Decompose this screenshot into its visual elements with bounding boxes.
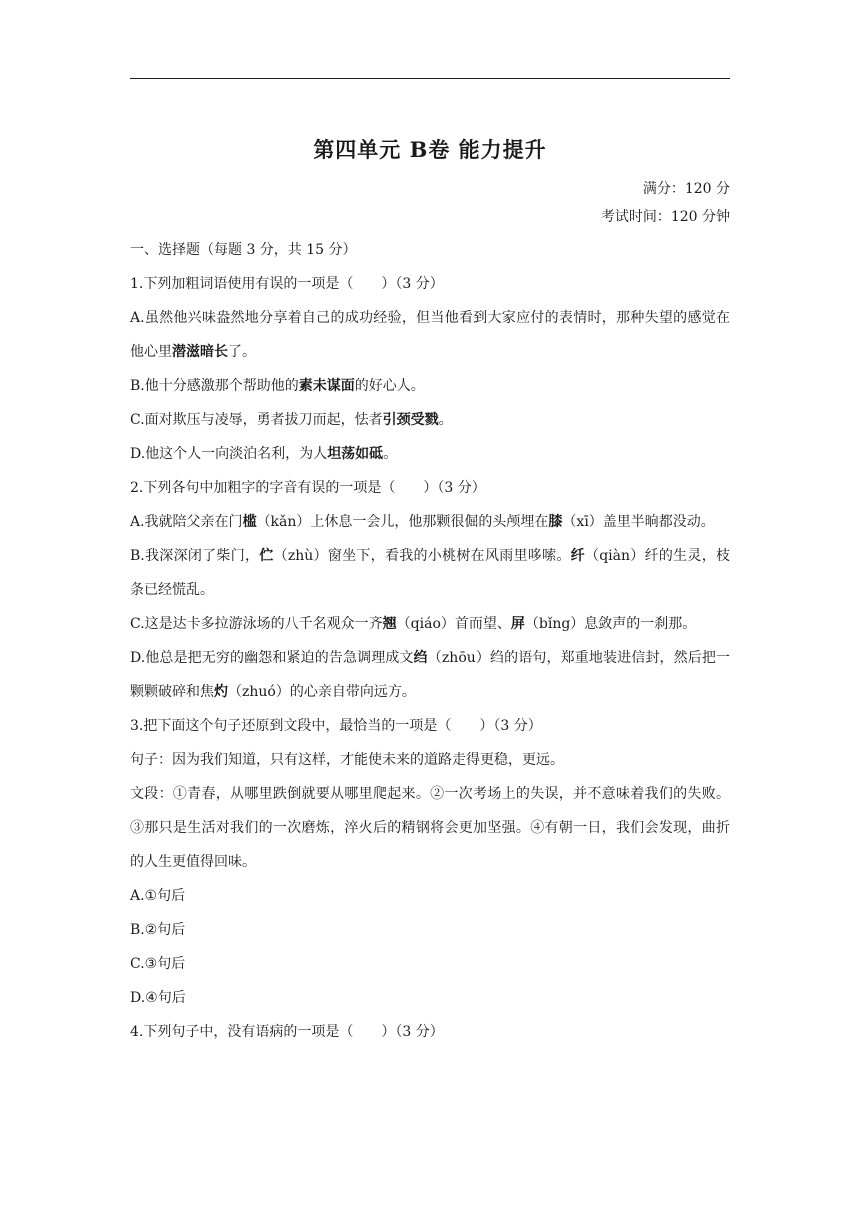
q1-option-c: C.面对欺压与凌辱，勇者拔刀而起，怯者引颈受戮。 bbox=[130, 412, 453, 428]
q2-option-c: C.这是达卡多拉游泳场的八千名观众一齐翘（qiáo）首而望、屏（bǐng）息敛声的一刹那。 bbox=[130, 616, 697, 632]
q2-option-d: D.他总是把无穷的幽怨和紧迫的告急调理成文绉（zhōu）绉的语句，郑重地装进信封，然后把一颗颗破碎和焦灼（zhuó）的心亲自带向远方。 bbox=[130, 650, 730, 700]
q2-option-b: B.我深深闭了柴门，伫（zhù）窗坐下，看我的小桃树在风雨里哆嗦。纤（qiàn）纤的生灵，枝条已经慌乱。 bbox=[130, 548, 730, 598]
q2-stem: 2.下列各句中加粗字的字音有误的一项是（ ）（3 分） bbox=[130, 480, 486, 496]
page-title: 第四单元 B卷 能力提升 bbox=[313, 137, 547, 162]
q1-stem: 1.下列加粗词语使用有误的一项是（ ）（3 分） bbox=[130, 276, 444, 292]
q3-option-d: D.④句后 bbox=[130, 990, 186, 1006]
q3-sentence: 句子：因为我们知道，只有这样，才能使未来的道路走得更稳，更远。 bbox=[130, 752, 564, 768]
section-heading: 一、选择题（每题 3 分，共 15 分） bbox=[130, 242, 357, 258]
q1-option-a: A.虽然他兴味盎然地分享着自己的成功经验，但当他看到大家应付的表情时，那种失望的感觉在他心里潜滋暗长了。 bbox=[130, 310, 730, 360]
full-score: 满分：120 分 bbox=[642, 181, 730, 197]
q3-option-c: C.③句后 bbox=[130, 956, 186, 972]
q3-passage: 文段：①青春，从哪里跌倒就要从哪里爬起来。②一次考场上的失误，并不意味着我们的失败。③那只是生活对我们的一次磨炼，淬火后的精钢将会更加坚强。④有朝一日，我们会发现，曲折的人生更值得回味。 bbox=[130, 786, 730, 870]
exam-time: 考试时间：120 分钟 bbox=[600, 209, 730, 225]
q3-stem: 3.把下面这个句子还原到文段中，最恰当的一项是（ ）（3 分） bbox=[130, 718, 542, 734]
q3-option-a: A.①句后 bbox=[130, 888, 186, 904]
q3-option-b: B.②句后 bbox=[130, 922, 186, 938]
question-content bbox=[130, 233, 730, 1049]
q2-option-a: A.我就陪父亲在门槛（kǎn）上休息一会儿，他那颗很倔的头颅埋在膝（xī）盖里半晌都没动。 bbox=[130, 514, 715, 530]
header-rule bbox=[130, 78, 730, 79]
q1-option-d: D.他这个人一向淡泊名利，为人坦荡如砥。 bbox=[130, 446, 398, 462]
q4-stem: 4.下列句子中，没有语病的一项是（ ）（3 分） bbox=[130, 1024, 444, 1040]
q1-option-b: B.他十分感激那个帮助他的素未谋面的好心人。 bbox=[130, 378, 425, 394]
